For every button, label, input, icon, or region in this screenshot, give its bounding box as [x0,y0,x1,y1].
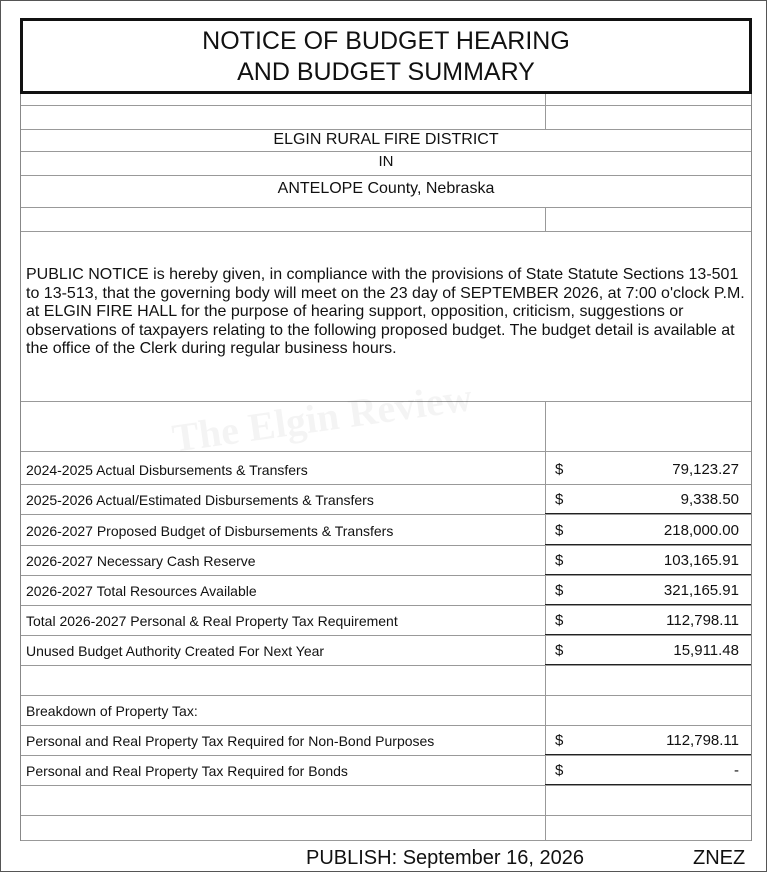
currency-symbol: $ [555,552,564,569]
grid-divider [545,94,546,130]
grid-row [21,786,751,816]
grid-row [21,94,751,106]
item-label: Personal and Real Property Tax Required for Bonds [26,763,348,779]
item-amount: 218,000.00 [663,522,739,539]
currency-symbol: $ [555,491,564,508]
budget-line-item [21,606,751,636]
grid-row [21,208,751,232]
currency-symbol: $ [555,461,564,478]
item-amount: 103,165.91 [663,552,739,569]
item-amount: 15,911.48 [673,642,739,659]
currency-symbol: $ [555,642,564,659]
budget-line-item [21,576,751,606]
value-underline [545,574,751,575]
item-label: 2025-2026 Actual/Estimated Disbursements & Transfers [26,492,374,508]
entity-name: ELGIN RURAL FIRE DISTRICT [273,131,499,148]
item-amount: 112,798.11 [666,612,739,629]
item-amount: 321,165.91 [663,582,739,599]
budget-summary-grid [20,94,752,841]
budget-line-item [21,485,751,515]
publication-code: ZNEZ [693,847,746,869]
title-box [20,18,752,94]
breakdown-line-item [21,756,751,786]
currency-symbol: $ [555,612,564,629]
entity-name-row [21,130,751,152]
title-line-2: AND BUDGET SUMMARY [237,58,535,86]
public-notice-text: PUBLIC NOTICE is hereby given, in compliance with the provisions of State Statute Sections 13-501 to 13-513, that the governing body will meet on the 23 day of SEPTEMBER 2026, at 7:00 o'clock P.M. at ELGIN FIRE HALL for the purpose of hearing support, opposition, criticism, suggestions or observations of taxpayers relating to the following proposed budget. The budget detail is available at the office of the Clerk during regular business hours. [26,266,745,357]
value-underline [545,634,751,635]
item-label: Unused Budget Authority Created For Next Year [26,643,325,659]
entity-in: IN [378,153,394,170]
value-underline [545,784,751,785]
breakdown-heading: Breakdown of Property Tax: [26,703,198,719]
item-amount: - [734,762,739,779]
value-underline [545,664,751,665]
item-label: 2026-2027 Necessary Cash Reserve [26,553,256,569]
value-underline [545,544,751,545]
county-name: ANTELOPE County, Nebraska [277,180,495,197]
budget-line-item [21,636,751,666]
county-row [21,176,751,208]
breakdown-line-item [21,726,751,756]
title-line-1: NOTICE OF BUDGET HEARING [202,27,570,55]
breakdown-heading-row [21,696,751,726]
item-label: 2024-2025 Actual Disbursements & Transfers [26,462,308,478]
currency-symbol: $ [555,762,564,779]
grid-row [21,666,751,696]
entity-in-row [21,152,751,176]
publish-date: PUBLISH: September 16, 2026 [306,847,584,869]
item-amount: 9,338.50 [680,491,739,508]
value-underline [545,604,751,605]
value-underline [545,513,751,514]
item-label: 2026-2027 Proposed Budget of Disbursements & Transfers [26,523,394,539]
item-amount: 112,798.11 [666,732,739,749]
grid-row [21,816,751,841]
value-underline [545,754,751,755]
item-label: Personal and Real Property Tax Required for Non-Bond Purposes [26,733,435,749]
item-amount: 79,123.27 [672,461,739,478]
currency-symbol: $ [555,522,564,539]
budget-line-item [21,515,751,546]
grid-row [21,106,751,130]
budget-line-item [21,546,751,576]
grid-divider [545,208,546,232]
budget-line-item [21,452,751,485]
currency-symbol: $ [555,732,564,749]
currency-symbol: $ [555,582,564,599]
item-label: 2026-2027 Total Resources Available [26,583,257,599]
item-label: Total 2026-2027 Personal & Real Property Tax Requirement [26,613,398,629]
